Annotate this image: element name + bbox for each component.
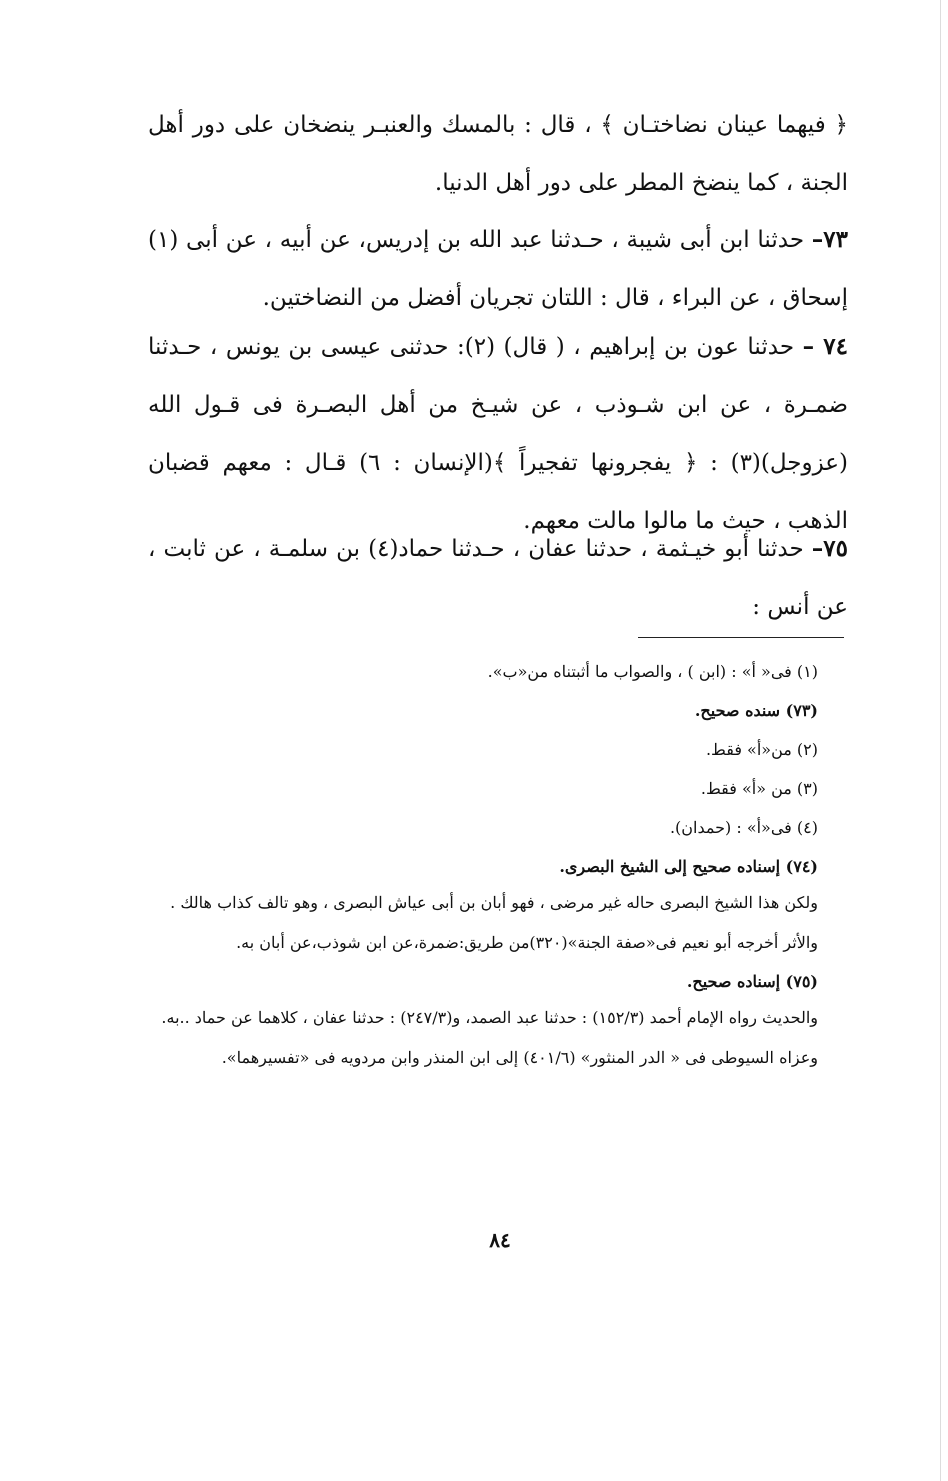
footnote: والأثر أخرجه أبو نعيم فى«صفة الجنة»(٣٢٠)من طريق:ضمرة،عن ابن شوذب،عن أبان به.	[236, 933, 818, 952]
paragraph-text: ﴿ فيهما عينان نضاختـان ﴾ ، قال : بالمسك والعنبـر ينضخان على دور أهل الجنة ، كما ينضخ المطر على دور أهل الدنيا.	[148, 112, 848, 196]
footnote: (٣) من «أ» فقط.	[700, 779, 818, 798]
footnote: والحديث رواه الإمام أحمد (١٥٢/٣) : حدثنا عبد الصمد، و(٢٤٧/٣) : حدثنا عفان ، كلاهما عن حماد ..به.	[161, 1008, 818, 1027]
page-edge-line	[940, 0, 941, 1481]
footnote: ولكن هذا الشيخ البصرى حاله غير مرضى ، فهو أبان بن أبى عياش البصرى ، وهو تالف كذاب هالك .	[170, 893, 818, 912]
footnote: (١) فى« أ» : (ابن ) ، والصواب ما أثبتناه من«ب».	[487, 662, 818, 681]
footnote-heading: (٧٣) سنده صحيح.	[694, 701, 818, 720]
page-number: ٨٤	[489, 1228, 511, 1252]
paragraph-number: ٧٣–	[811, 226, 848, 253]
footnote: (٤) فى«أ» : (حمدان).	[669, 818, 818, 837]
paragraph-number: ٧٥–	[811, 535, 848, 562]
footnote-heading: (٧٥) إسناده صحيح.	[686, 972, 818, 991]
footnote: (٢) من«أ» فقط.	[705, 740, 818, 759]
paragraph-74	[148, 318, 848, 550]
footnote: وعزاه السيوطى فى « الدر المنثور» (٤٠١/٦) إلى ابن المنذر وابن مردويه فى «تفسيرهما».	[221, 1048, 818, 1067]
footnote-heading: (٧٤) إسناده صحيح إلى الشيخ البصرى.	[559, 857, 818, 876]
paragraph-text: حدثنا ابن أبى شيبة ، حـدثنا عبد الله بن إدريس، عن أبيه ، عن أبى (١) إسحاق ، عن البراء ، قال : اللتان تجريان أفضل من النضاختين.	[148, 227, 848, 311]
footnote-separator	[638, 637, 844, 638]
paragraph-text: حدثنا عون بن إبراهيم ، ( قال) (٢): حدثنى عيسى بن يونس ، حـدثنا ضمـرة ، عن ابن شـوذب ، عن شيـخ من أهل البصـرة فى قـول الله (عزوجل)(٣) : ﴿ يفجرونها تفجيراً ﴾(الإنسان : ٦) قـال : معهم قضبان الذهب ، حيث ما مالوا مالت معهم.	[148, 334, 848, 534]
paragraph-number: ٧٤ –	[802, 333, 848, 360]
paragraph-text: حدثنا أبو خيـثمة ، حدثنا عفان ، حـدثنا حماد(٤) بن سلمـة ، عن ثابت ، عن أنس :	[148, 536, 848, 620]
paragraph-continuation	[148, 96, 848, 212]
footnotes	[152, 652, 818, 1077]
paragraph-75	[148, 520, 848, 636]
paragraph-73	[148, 211, 848, 327]
